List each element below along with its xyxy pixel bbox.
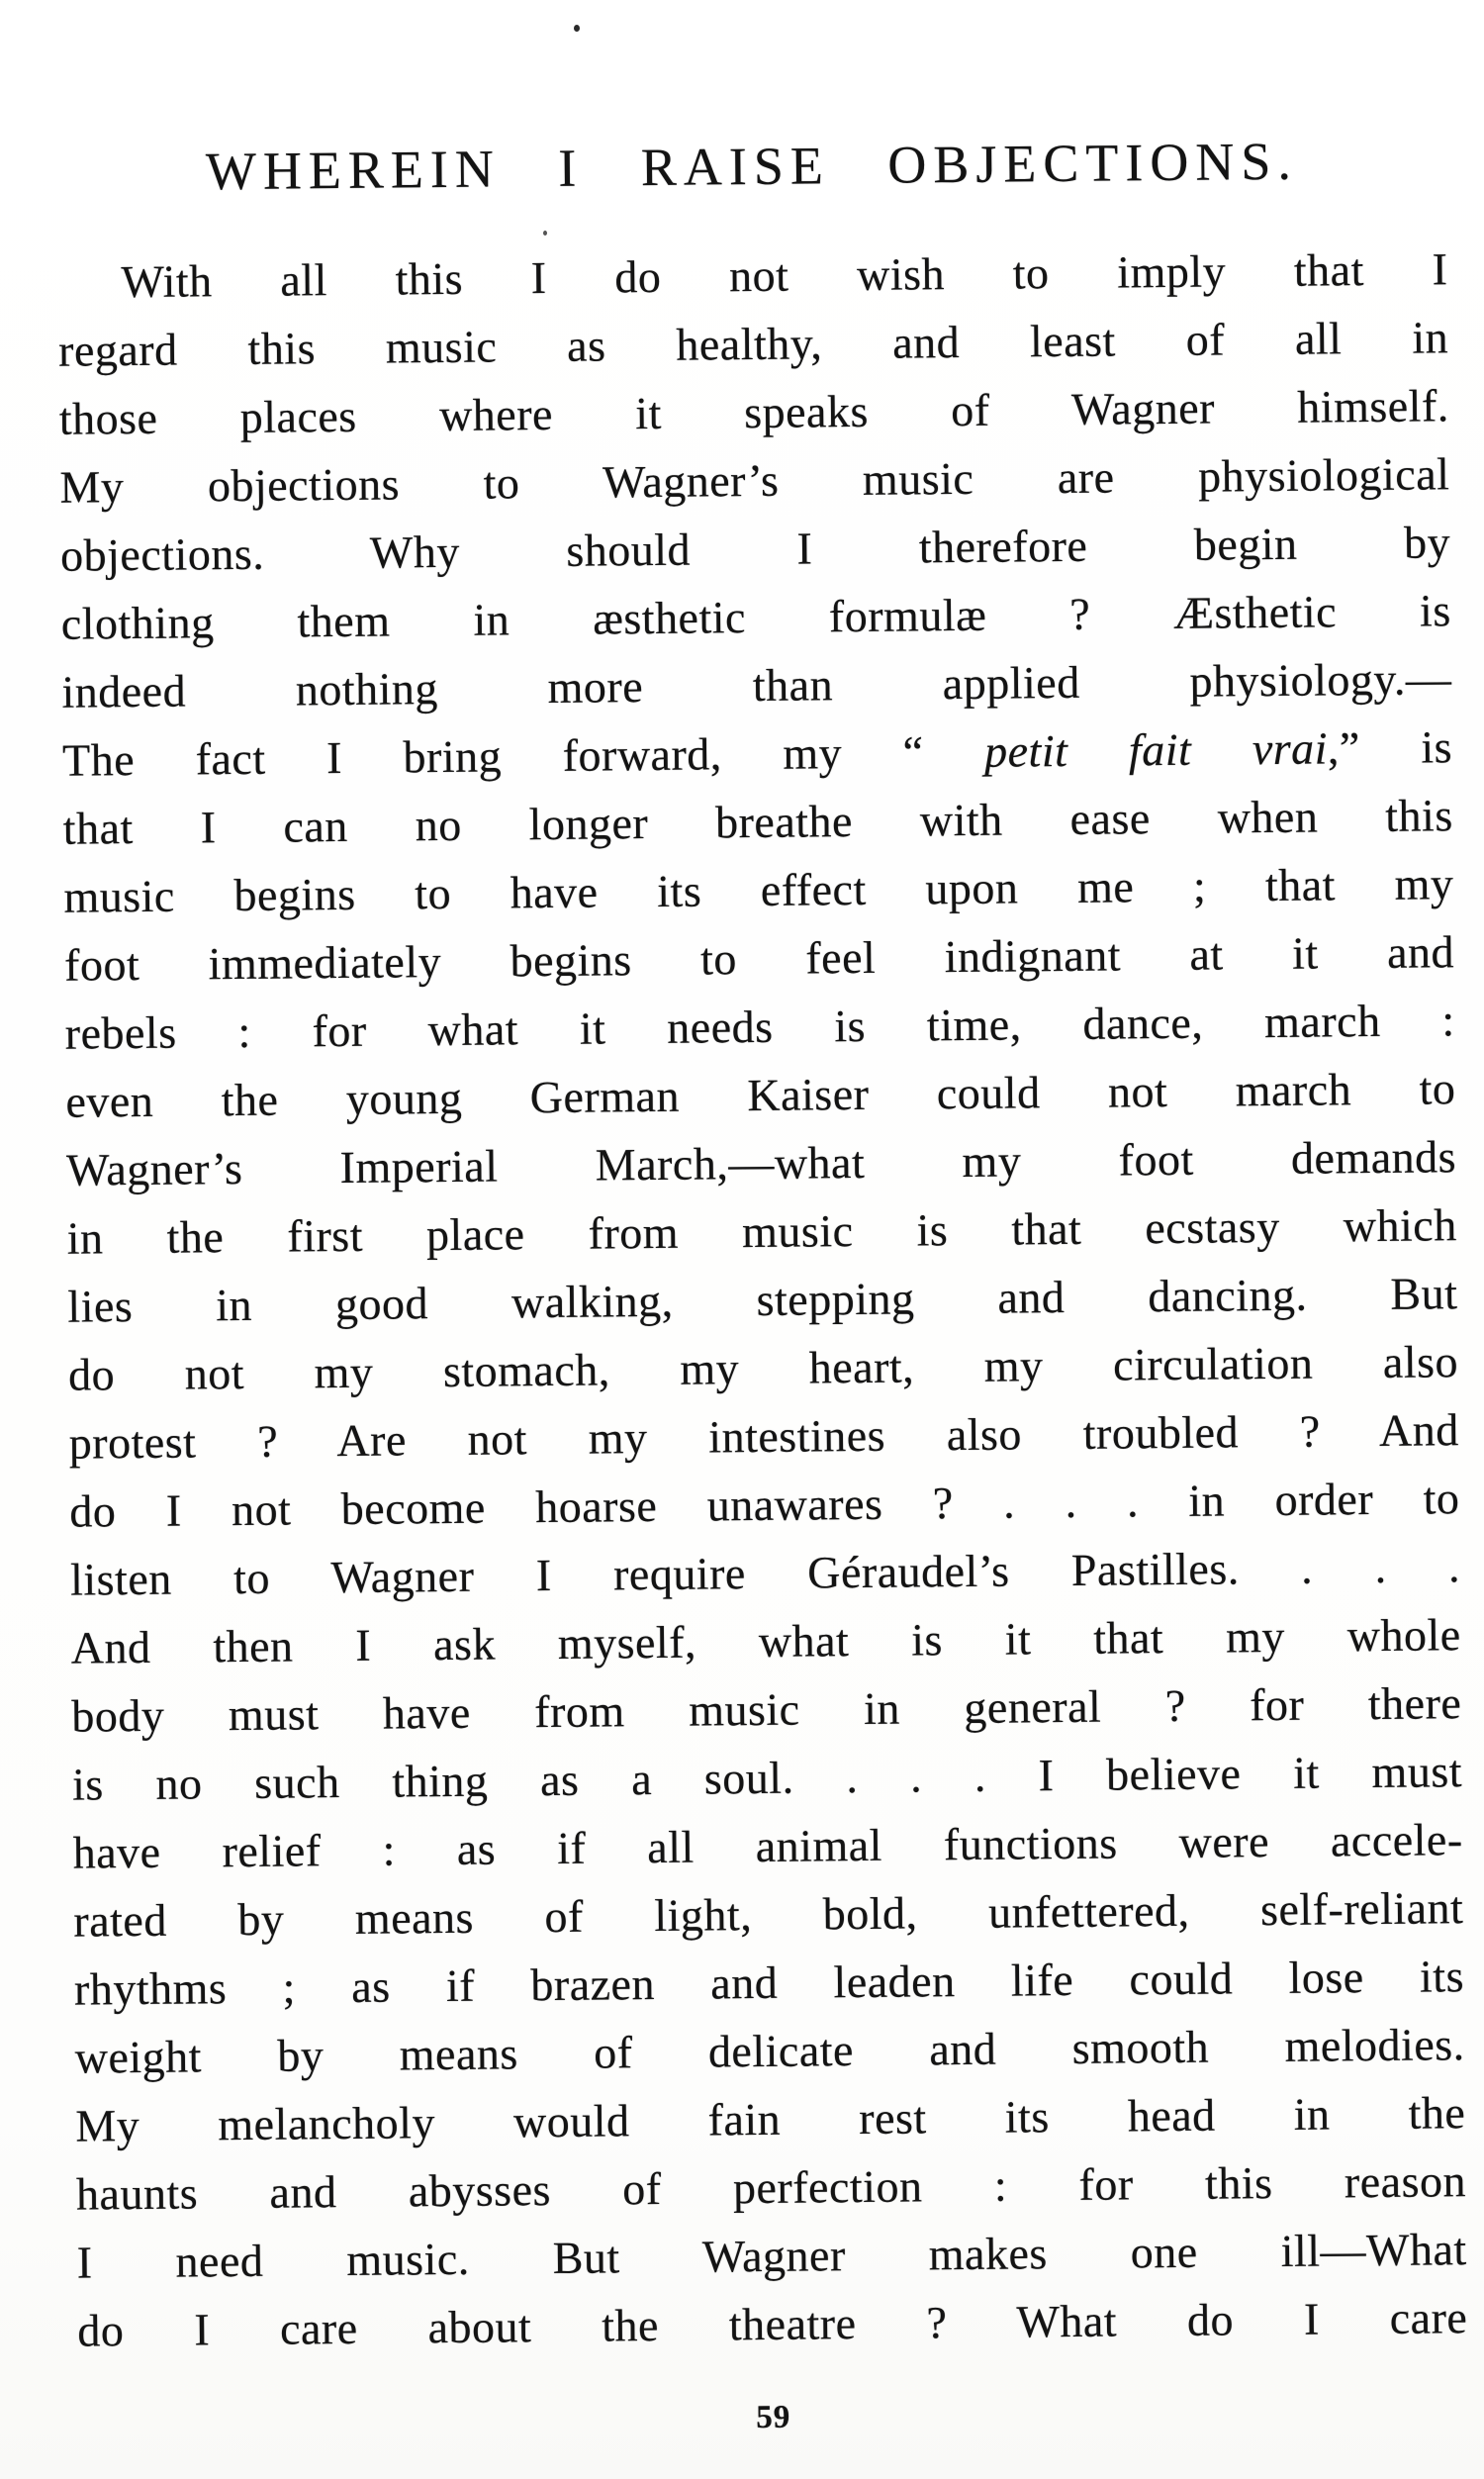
text-line: objections. Why should I therefore begin by xyxy=(59,517,1451,581)
chapter-title: WHEREIN I RAISE OBJECTIONS. xyxy=(205,131,1299,202)
text-line: protest ? Are not my intestines also troubled ? And xyxy=(68,1404,1459,1469)
text-line: do I care about the theatre ? What do I care xyxy=(77,2292,1468,2356)
text-line: do I not become hoarse unawares ? . . . in order to xyxy=(69,1473,1460,1537)
text-line: is no such thing as a soul. . . . I believe it must xyxy=(71,1746,1463,1810)
text-line: music begins to have its effect upon me ; that my xyxy=(63,858,1454,922)
text-line: I need music. But Wagner makes one ill—What xyxy=(76,2224,1467,2288)
text-line: rated by means of light, bold, unfettered, self-reliant xyxy=(73,1882,1464,1947)
text-line: clothing them in æsthetic formulæ ? Æsthetic is xyxy=(60,585,1451,649)
text-line: that I can no longer breathe with ease when this xyxy=(62,790,1453,854)
text-line: With all this I do not wish to imply that I xyxy=(121,243,1448,308)
body-text xyxy=(57,235,1467,2364)
text-line: rebels : for what it needs is time, dance, march : xyxy=(64,995,1455,1059)
text-line: rhythms ; as if brazen and leaden life could lose its xyxy=(73,1951,1465,2015)
text-line: foot immediately begins to feel indignant at it and xyxy=(63,926,1455,991)
text-line: My objections to Wagner’s music are physiological xyxy=(59,448,1450,513)
text-line: those places where it speaks of Wagner himself. xyxy=(58,380,1449,444)
page-number: 59 xyxy=(756,2399,791,2436)
italic-phrase: petit fait vrai xyxy=(983,722,1329,777)
text-line: My melancholy would fain rest its head in the xyxy=(75,2087,1466,2151)
text-line: indeed nothing more than applied physiology.— xyxy=(61,653,1452,717)
page-content xyxy=(56,120,1468,2442)
text-line: weight by means of delicate and smooth melodies. xyxy=(74,2019,1465,2083)
text-line: Wagner’s Imperial March,—what my foot demands xyxy=(65,1131,1457,1195)
text-line: in the first place from music is that ecstasy which xyxy=(66,1199,1457,1264)
text-line: listen to Wagner I require Géraudel’s Pastilles. . . . xyxy=(69,1541,1461,1605)
text-line: And then I ask myself, what is it that my whole xyxy=(70,1609,1461,1673)
text-line: even the young German Kaiser could not march to xyxy=(65,1063,1456,1127)
text-line: body must have from music in general ? for there xyxy=(71,1677,1462,1742)
scan-speck xyxy=(574,25,580,32)
text-line: regard this music as healthy, and least of all in xyxy=(57,312,1449,376)
text-segment: The fact I bring forward, my “ xyxy=(61,725,985,786)
text-segment: ,” is xyxy=(1327,721,1453,774)
text-line: do not my stomach, my heart, my circulation also xyxy=(67,1336,1459,1400)
text-line: have relief : as if all animal functions were accele- xyxy=(72,1814,1463,1878)
text-line: haunts and abysses of perfection : for this reason xyxy=(75,2155,1467,2220)
text-line: lies in good walking, stepping and dancing. But xyxy=(67,1268,1458,1332)
